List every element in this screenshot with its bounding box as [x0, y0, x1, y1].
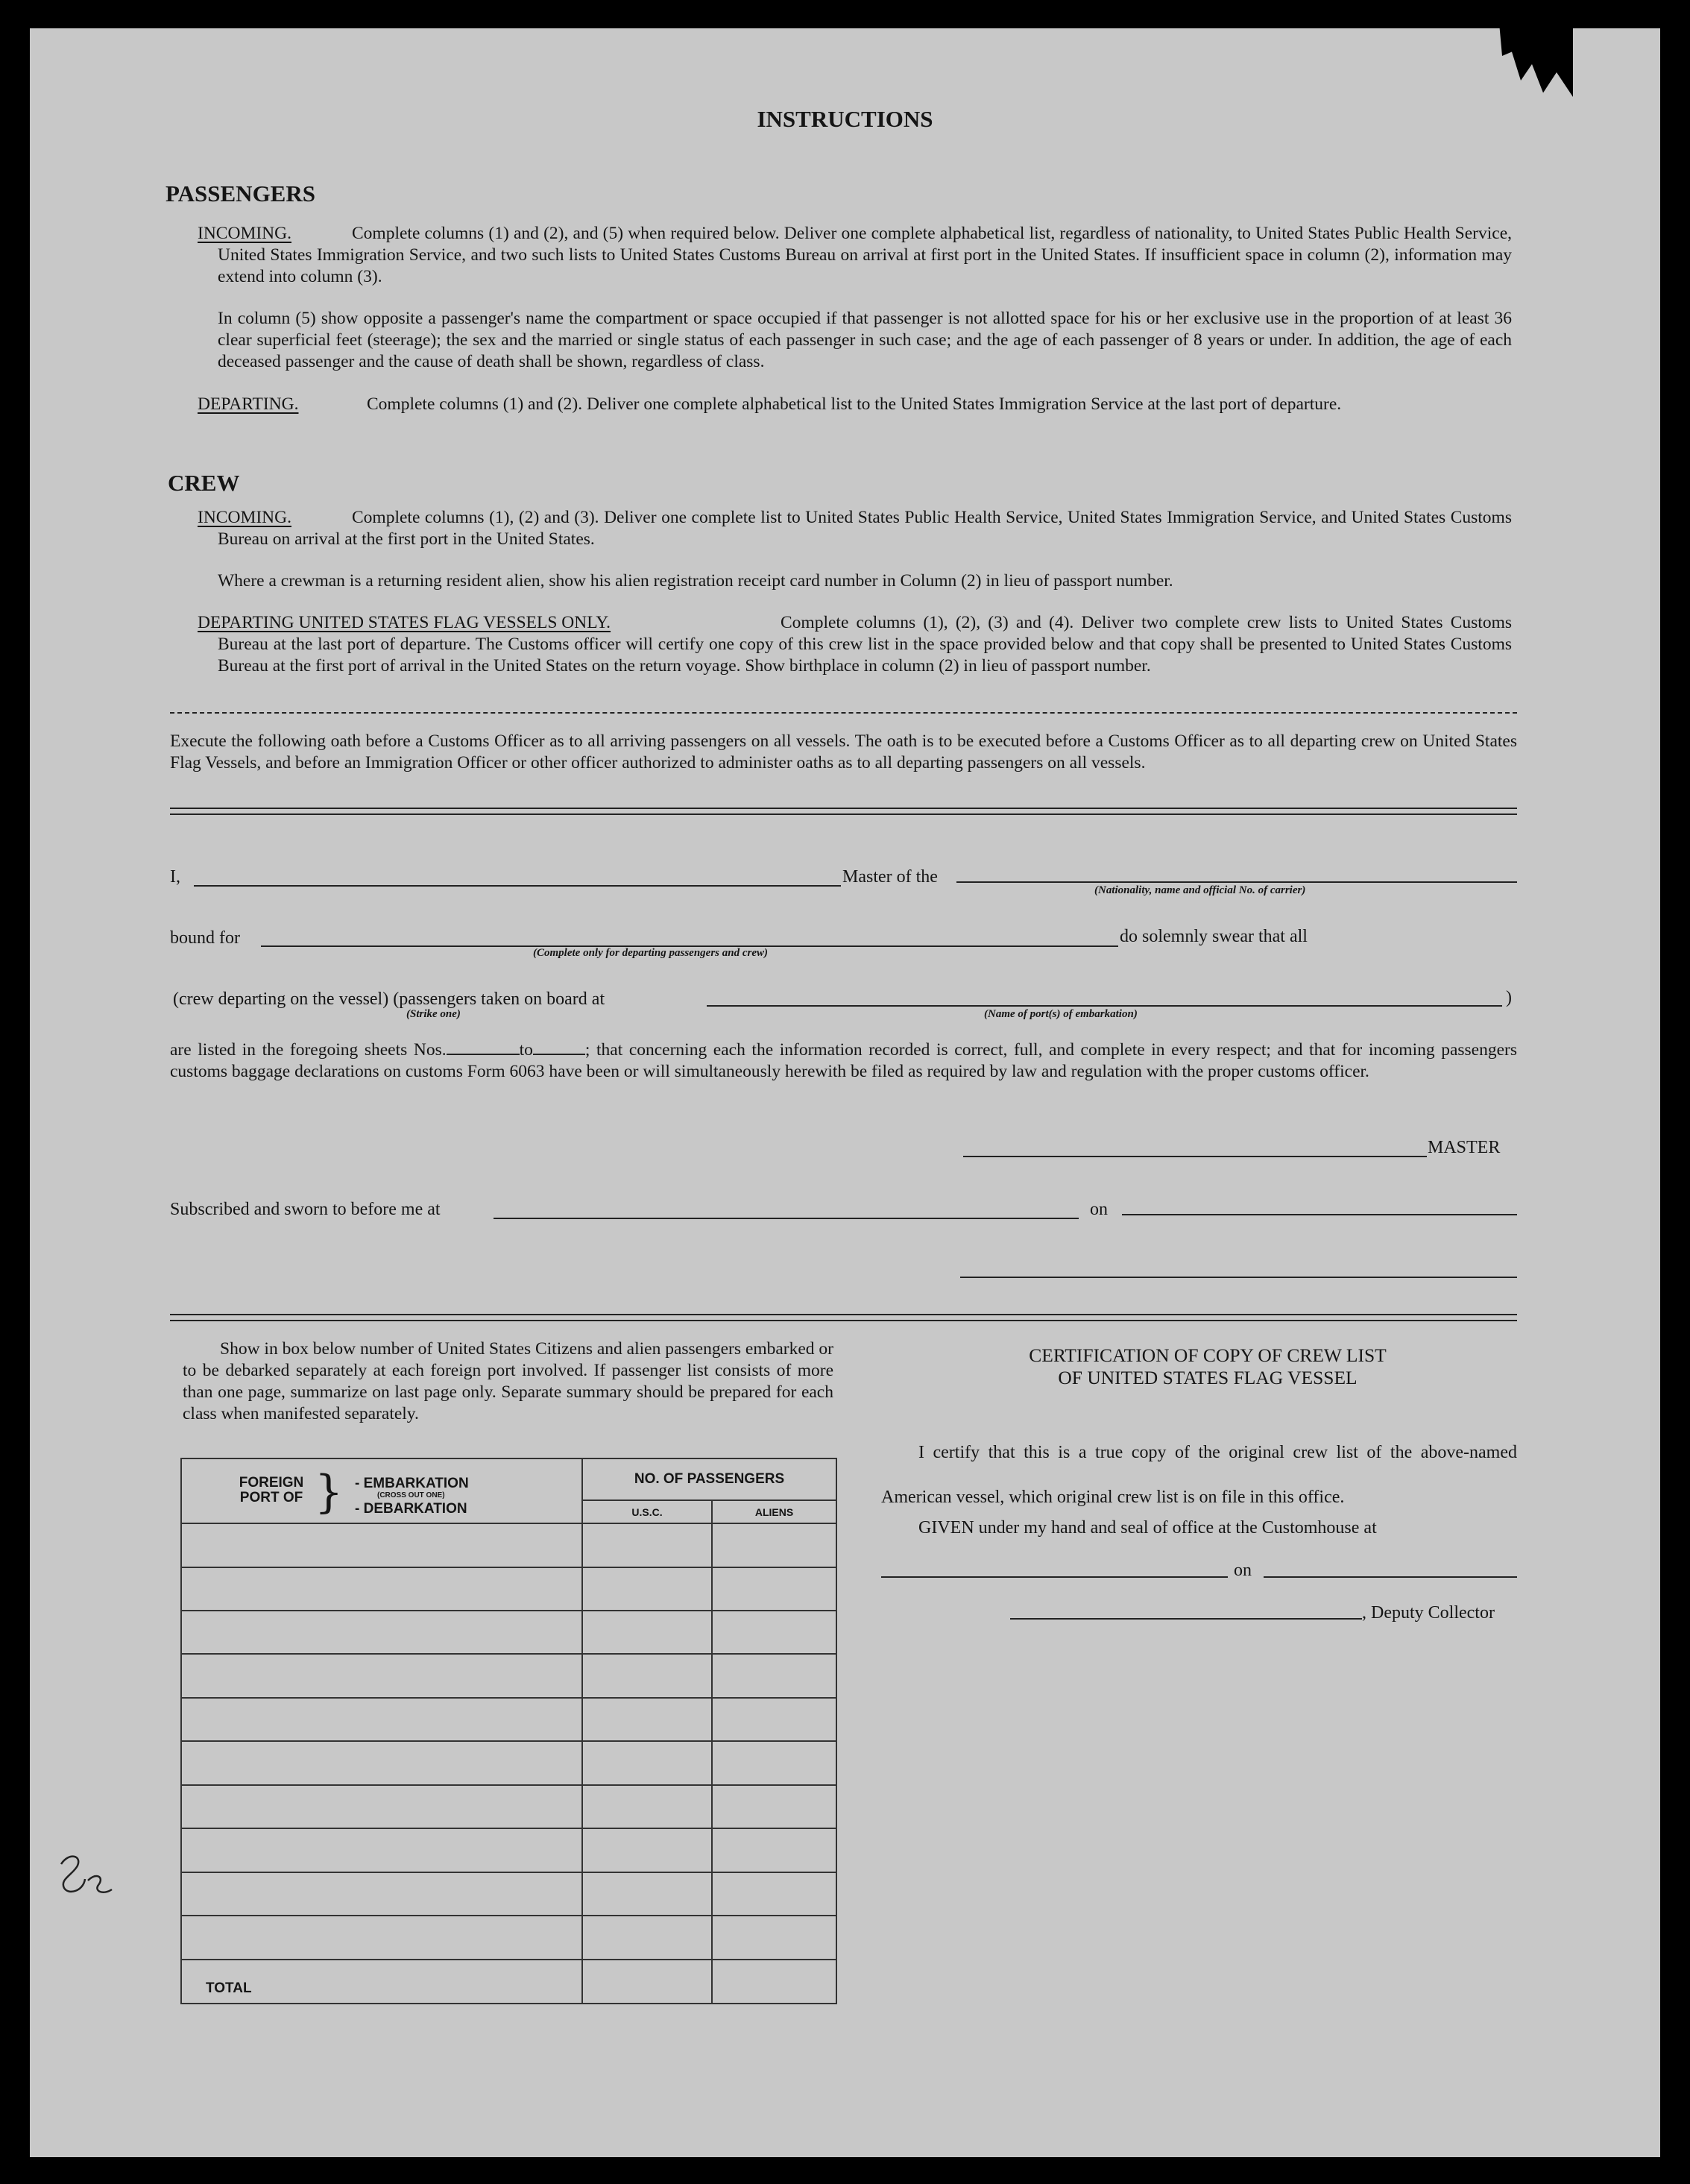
- double-rule-2a: [170, 1314, 1517, 1315]
- strike-one: (Strike one): [406, 1008, 461, 1020]
- usc-cell[interactable]: [582, 1785, 712, 1828]
- handwritten-margin-mark: [52, 1849, 119, 1901]
- crew-incoming: [198, 507, 1512, 550]
- debarkation-label: - DEBARKATION: [355, 1501, 467, 1517]
- officer-signature-field[interactable]: [960, 1277, 1517, 1278]
- aliens-cell[interactable]: [712, 1828, 836, 1872]
- aliens-header: ALIENS: [712, 1500, 836, 1523]
- aliens-cell[interactable]: [712, 1567, 836, 1611]
- oath-i: I,: [170, 867, 180, 887]
- passengers-incoming: [198, 223, 1512, 288]
- listed-paragraph: [170, 1039, 1517, 1083]
- crew-departing: [198, 612, 1512, 677]
- port-cell[interactable]: [181, 1567, 582, 1611]
- port-cell[interactable]: [181, 1785, 582, 1828]
- passengers-incoming-text: Complete columns (1) and (2), and (5) when required below. Deliver one complete alphabetical list, regardless of nationality, to United States Public Health Service, United States Immigration Service, and two such lists to United States Customs Bureau on arrival at first port in the United States. If insufficient space in column (2), information may extend into column (3).: [218, 224, 1512, 286]
- usc-cell[interactable]: [582, 1654, 712, 1697]
- complete-hint: (Complete only for departing passengers and crew): [533, 947, 768, 959]
- aliens-total-cell[interactable]: [712, 1960, 836, 2004]
- nationality-hint: (Nationality, name and official No. of carrier): [1094, 884, 1306, 896]
- port-cell[interactable]: [181, 1654, 582, 1697]
- summary-instructions: Show in box below number of United States Citizens and alien passengers embarked or to be debarked separately at each foreign port involved. If passenger list consists of more than one page, summarize on last page only. Separate summary should be prepared for each class when manifested separately.: [183, 1339, 833, 1423]
- sheet-from-field[interactable]: [447, 1039, 520, 1055]
- certify-text: I certify that this is a true copy of the original crew list of the above-named American vessel, which original crew list is on file in this office.: [881, 1443, 1517, 1507]
- usc-total-cell[interactable]: [582, 1960, 712, 2004]
- deputy-signature-field[interactable]: [1010, 1618, 1362, 1620]
- usc-cell[interactable]: [582, 1698, 712, 1741]
- crew-incoming-label: INCOMING.: [198, 508, 291, 527]
- port-cell[interactable]: [181, 1828, 582, 1872]
- passengers-departing: [198, 394, 1512, 415]
- sheet-to-field[interactable]: [533, 1039, 585, 1055]
- embarkation-port-field[interactable]: [707, 1005, 1502, 1007]
- aliens-cell[interactable]: [712, 1698, 836, 1741]
- divider: [170, 712, 1517, 714]
- listed-b: ; that concerning each the information recorded is correct, full, and complete in every respect; and that for incoming passengers customs baggage declarations on customs Form 6063 have been or will simultaneously herewith be filed as required by law and regulation with the proper customs officer.: [170, 1040, 1517, 1081]
- crew-resident: Where a crewman is a returning resident alien, show his alien registration receipt card number in Column (2) in lieu of passport number.: [218, 571, 1173, 591]
- aliens-cell[interactable]: [712, 1523, 836, 1567]
- aliens-cell[interactable]: [712, 1611, 836, 1654]
- crew-passengers-text: (crew departing on the vessel) (passengers taken on board at: [173, 989, 605, 1009]
- passengers-departing-text: Complete columns (1) and (2). Deliver one complete alphabetical list to the United States Immigration Service at the last port of departure.: [367, 394, 1342, 414]
- total-label: TOTAL: [181, 1960, 582, 2004]
- usc-cell[interactable]: [582, 1523, 712, 1567]
- port-cell[interactable]: [181, 1698, 582, 1741]
- port-cell[interactable]: [181, 1916, 582, 1959]
- listed-to: to: [519, 1040, 533, 1060]
- passengers-heading: PASSENGERS: [165, 180, 315, 207]
- port-cell[interactable]: [181, 1741, 582, 1784]
- port-header-cell: [181, 1458, 582, 1523]
- port-cell[interactable]: [181, 1611, 582, 1654]
- master-of-the: Master of the: [842, 867, 938, 887]
- bound-for: bound for: [170, 928, 240, 948]
- swear-text: do solemnly swear that all: [1120, 927, 1308, 946]
- aliens-cell[interactable]: [712, 1741, 836, 1784]
- no-of-passengers-header: NO. OF PASSENGERS: [582, 1458, 836, 1500]
- ports-hint: (Name of port(s) of embarkation): [984, 1008, 1138, 1020]
- master-name-field[interactable]: [194, 885, 841, 887]
- given-text: GIVEN under my hand and seal of office at the Customhouse at: [918, 1518, 1377, 1538]
- vessel-field[interactable]: [956, 881, 1517, 883]
- embarkation-label: - EMBARKATION: [355, 1476, 469, 1491]
- usc-cell[interactable]: [582, 1741, 712, 1784]
- usc-cell[interactable]: [582, 1828, 712, 1872]
- aliens-cell[interactable]: [712, 1872, 836, 1916]
- usc-header: U.S.C.: [582, 1500, 712, 1523]
- crew-incoming-text: Complete columns (1), (2) and (3). Deliver one complete list to United States Public Health Service, United States Immigration Service, and United States Customs Bureau on arrival at the first port in the United States.: [218, 508, 1512, 549]
- cross-out-one: (CROSS OUT ONE): [377, 1491, 445, 1499]
- passengers-column5: In column (5) show opposite a passenger's name the compartment or space occupied if that passenger is not allotted space for his or her exclusive use in the proportion of at least 36 clear superficial feet (steerage); the sex and the married or single status of each passenger in such case; and the age of each passenger of 8 years or under. In addition, the age of each deceased passenger and the cause of death shall be shown, regardless of class.: [218, 309, 1512, 371]
- sworn-on: on: [1090, 1200, 1108, 1219]
- double-rule-1a: [170, 808, 1517, 809]
- certification-date-field[interactable]: [1264, 1576, 1517, 1578]
- aliens-cell[interactable]: [712, 1654, 836, 1697]
- passenger-summary-table: [180, 1458, 837, 2004]
- page-title: INSTRUCTIONS: [757, 106, 933, 132]
- certification-title: [880, 1344, 1536, 1389]
- customhouse-field[interactable]: [881, 1576, 1228, 1578]
- foreign-port-of: FOREIGN PORT OF: [239, 1475, 304, 1505]
- close-paren: ): [1506, 988, 1512, 1007]
- certification-title-2: OF UNITED STATES FLAG VESSEL: [1058, 1367, 1358, 1388]
- double-rule-2b: [170, 1320, 1517, 1321]
- usc-cell[interactable]: [582, 1567, 712, 1611]
- certification-on: on: [1234, 1561, 1252, 1580]
- deputy-collector: , Deputy Collector: [1362, 1603, 1495, 1623]
- passengers-departing-label: DEPARTING.: [198, 394, 299, 414]
- sworn-at-field[interactable]: [494, 1218, 1079, 1219]
- usc-cell[interactable]: [582, 1611, 712, 1654]
- usc-cell[interactable]: [582, 1916, 712, 1959]
- sworn-date-field[interactable]: [1122, 1214, 1517, 1215]
- master-label: MASTER: [1428, 1138, 1501, 1157]
- listed-a: are listed in the foregoing sheets Nos.: [170, 1040, 447, 1060]
- certification-title-1: CERTIFICATION OF COPY OF CREW LIST: [1029, 1344, 1387, 1366]
- aliens-cell[interactable]: [712, 1785, 836, 1828]
- aliens-cell[interactable]: [712, 1916, 836, 1959]
- double-rule-1b: [170, 814, 1517, 815]
- crew-departing-text: Complete columns (1), (2), (3) and (4). Deliver two complete crew lists to United States Customs Bureau at the last port of departure. The Customs officer will certify one copy of this crew list in the space provided below and that copy shall be presented to United States Customs Bureau at the first port of arrival in the United States on the return voyage. Show birthplace in column (2) in lieu of passport number.: [218, 613, 1512, 676]
- oath-intro: Execute the following oath before a Customs Officer as to all arriving passengers on all vessels. The oath is to be executed before a Customs Officer as to all departing crew on United States Flag Vessels, and before an Immigration Officer or other officer authorized to administer oaths as to all departing passengers on all vessels.: [170, 731, 1517, 772]
- crew-departing-label: DEPARTING UNITED STATES FLAG VESSELS ONLY.: [198, 613, 611, 632]
- passengers-incoming-label: INCOMING.: [198, 224, 291, 243]
- port-cell[interactable]: [181, 1523, 582, 1567]
- master-signature-field[interactable]: [963, 1156, 1427, 1157]
- crew-heading: CREW: [168, 470, 240, 496]
- brace-icon: }: [315, 1466, 344, 1518]
- usc-cell[interactable]: [582, 1872, 712, 1916]
- port-cell[interactable]: [181, 1872, 582, 1916]
- subscribed-text: Subscribed and sworn to before me at: [170, 1200, 441, 1219]
